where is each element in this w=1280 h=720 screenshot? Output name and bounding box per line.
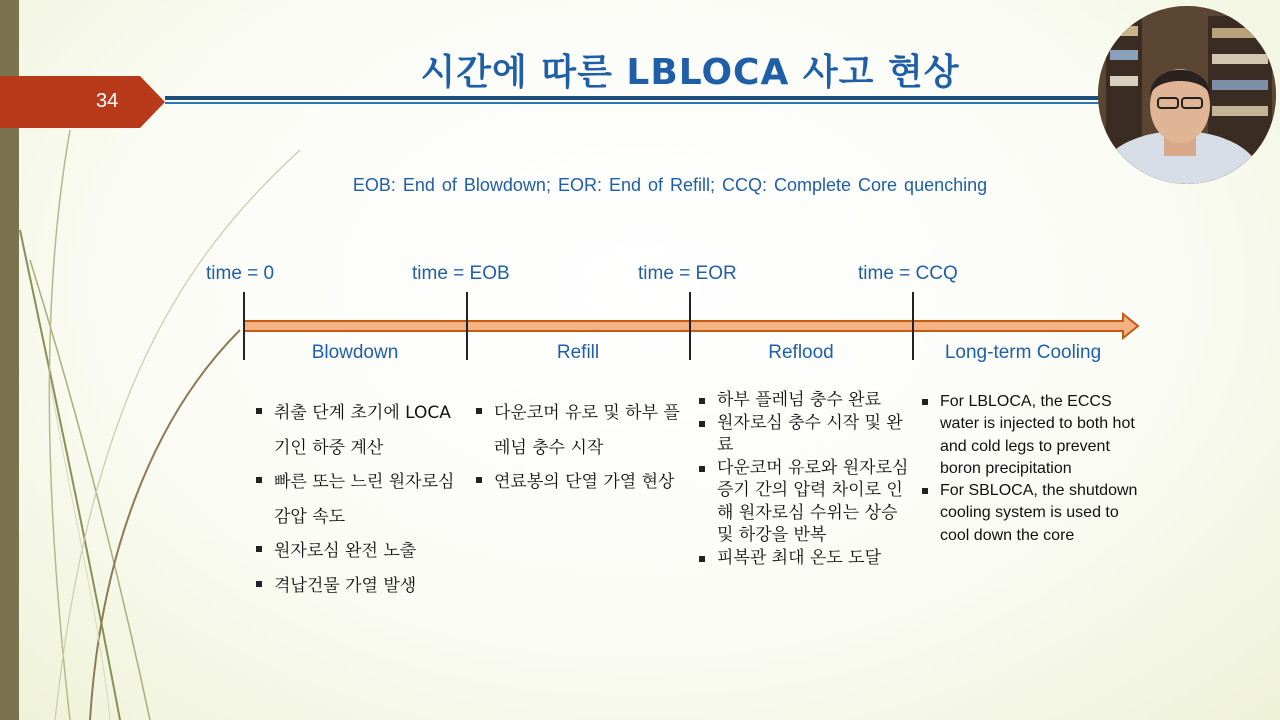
phase-refill: Refill — [556, 342, 600, 363]
title-underline — [165, 96, 1105, 100]
list-item: 연료봉의 단열 가열 현상 — [476, 465, 686, 500]
reflood-bullet-list — [699, 389, 909, 569]
long-term-cooling-bullet-list — [922, 391, 1142, 547]
timeline-marker-start: time = 0 — [206, 263, 275, 284]
slide-number: 34 — [96, 90, 119, 112]
refill-bullet-list — [476, 396, 686, 500]
timeline-marker-ccq: time = CCQ — [858, 263, 958, 284]
phase-blowdown: Blowdown — [311, 342, 399, 363]
list-item: 피복관 최대 온도 도달 — [699, 547, 909, 570]
list-item: 원자로심 완전 노출 — [256, 534, 466, 569]
timeline-marker-eor: time = EOR — [638, 263, 737, 284]
slide-title: 시간에 따른 LBLOCA 사고 현상 — [420, 52, 960, 93]
list-item: 다운코머 유로 및 하부 플레넘 충수 시작 — [476, 396, 686, 465]
list-item: For SBLOCA, the shutdown cooling system is used to cool down the core — [922, 480, 1142, 547]
title-underline-thin — [165, 102, 1105, 104]
list-item: 격납건물 가열 발생 — [256, 569, 466, 604]
list-item: 취출 단계 초기에 LOCA기인 하중 계산 — [256, 396, 466, 465]
timeline-arrow — [243, 312, 1143, 342]
list-item: 빠른 또는 느린 원자로심 감압 속도 — [256, 465, 466, 534]
list-item: For LBLOCA, the ECCS water is injected to both hot and cold legs to prevent boron precipitation — [922, 391, 1142, 480]
phase-reflood: Reflood — [768, 342, 834, 363]
abbreviation-note: EOB: End of Blowdown; EOR: End of Refill; CCQ: Complete Core quenching — [352, 175, 988, 195]
list-item: 원자로심 충수 시작 및 완료 — [699, 412, 909, 457]
list-item: 다운코머 유로와 원자로심 증기 간의 압력 차이로 인해 원자로심 수위는 상승 및 하강을 반복 — [699, 457, 909, 547]
timeline-marker-eob: time = EOB — [412, 263, 510, 284]
presenter-webcam — [1098, 6, 1276, 184]
list-item: 하부 플레넘 충수 완료 — [699, 389, 909, 412]
phase-long-term-cooling: Long-term Cooling — [944, 342, 1102, 363]
blowdown-bullet-list — [256, 396, 466, 603]
slide-number-tab — [0, 76, 165, 128]
